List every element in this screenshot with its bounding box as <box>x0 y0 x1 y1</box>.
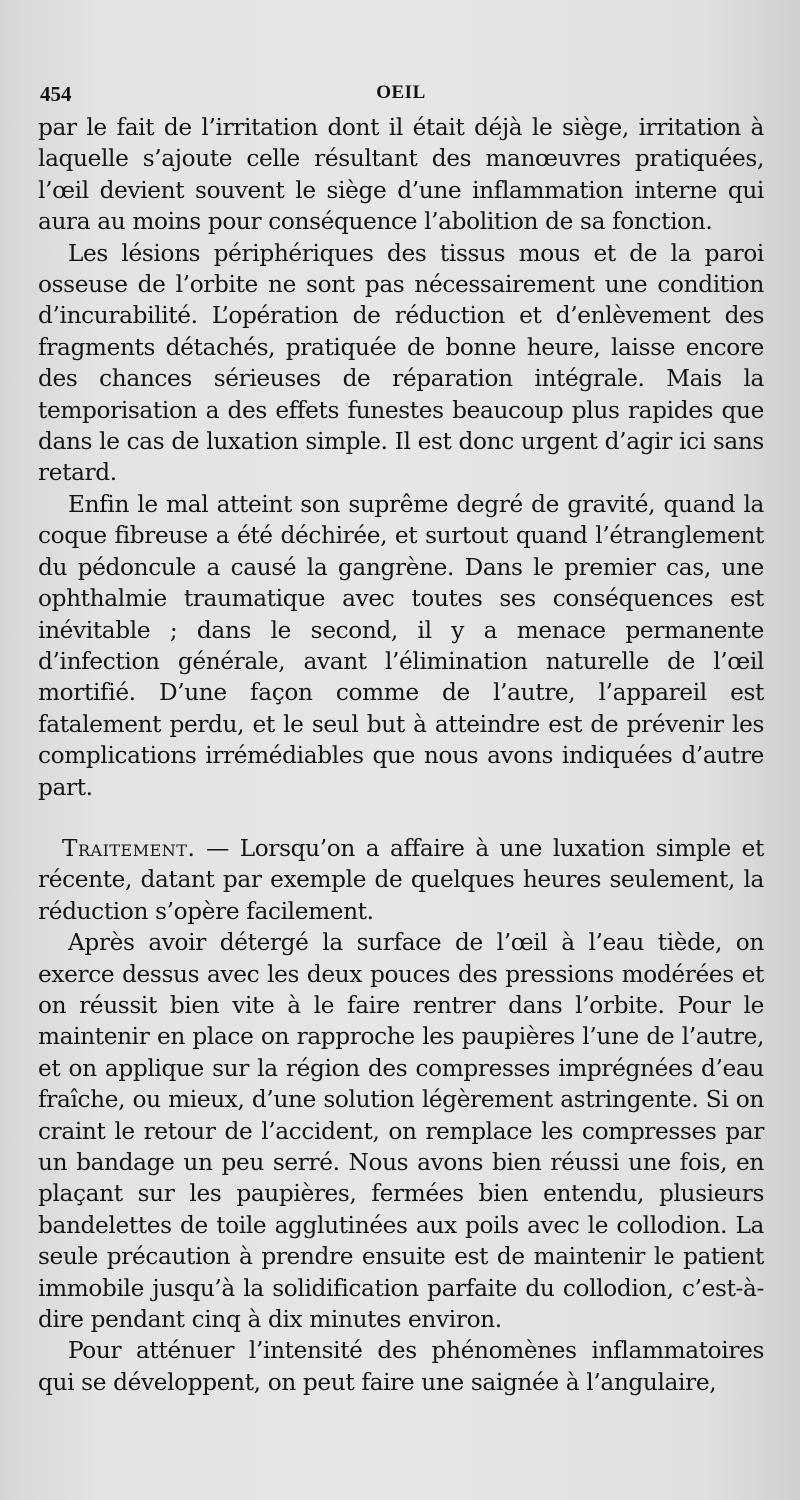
treatment-intro: Lorsqu’on a affaire à une luxation simple et récente, datant par exemple de quelques heures seulement, la réduction s’opère facilement. <box>38 834 764 925</box>
paragraph-continuation: par le fait de l’irritation dont il était déjà le siège, irritation à laquelle s’ajoute celle résultant des manœuvres pratiquées, l’œil devient souvent le siège d’une inflammation interne qui aura au moins pour conséquence l’abolition de sa fonction. <box>38 114 764 236</box>
treatment-paragraph <box>38 833 764 927</box>
treatment-dash: — <box>195 834 240 862</box>
paragraph-gravity: Enfin le mal atteint son suprême degré de gravité, quand la coque fibreuse a été déchirée, et surtout quand l’étranglement du pédoncule a causé la gangrène. Dans le premier cas, une ophthalmie traumatique avec toutes ses conséquences est inévitable ; dans le second, il y a menace permanente d’infection générale, avant l’élimination naturelle de l’œil mortifié. D’une façon comme de l’autre, l’appareil est fatalement perdu, et le seul but à atteindre est de prévenir les complications irrémédiables que nous avons indiquées d’autre part. <box>38 490 764 801</box>
running-head <box>38 78 764 112</box>
page-number: 454 <box>40 82 72 106</box>
running-title: OEIL <box>376 82 426 103</box>
paragraph-inflammation: Pour atténuer l’intensité des phénomènes inflammatoires qui se développent, on peut faire une saignée à l’angulaire, <box>38 1337 764 1396</box>
treatment-heading: Traitement. <box>62 834 196 862</box>
body-text <box>38 112 764 1398</box>
paragraph-peripheral-lesions: Les lésions périphériques des tissus mous et de la paroi osseuse de l’orbite ne sont pas nécessairement une condition d’incurabilité. L’opération de réduction et d’enlèvement des fragments détachés, pratiquée de bonne heure, laisse encore des chances sérieuses de réparation intégrale. Mais la temporisation a des effets funestes beaucoup plus rapides que dans le cas de luxation simple. Il est donc urgent d’agir ici sans retard. <box>38 239 764 487</box>
paragraph-reduction-procedure: Après avoir détergé la surface de l’œil à l’eau tiède, on exerce dessus avec les deux pouces des pressions modérées et on réussit bien vite à le faire rentrer dans l’orbite. Pour le maintenir en place on rapproche les paupières l’une de l’autre, et on applique sur la région des compresses imprégnées d’eau fraîche, ou mieux, d’une solution légèrement astringente. Si on craint le retour de l’accident, on remplace les compresses par un bandage un peu serré. Nous avons bien réussi une fois, en plaçant sur les paupières, fermées bien entendu, plusieurs bandelettes de toile agglutinées aux poils avec le collodion. La seule précaution à prendre ensuite est de maintenir le patient immobile jusqu’à la solidification parfaite du collodion, c’est-à-dire pendant cinq à dix minutes environ. <box>38 929 764 1334</box>
